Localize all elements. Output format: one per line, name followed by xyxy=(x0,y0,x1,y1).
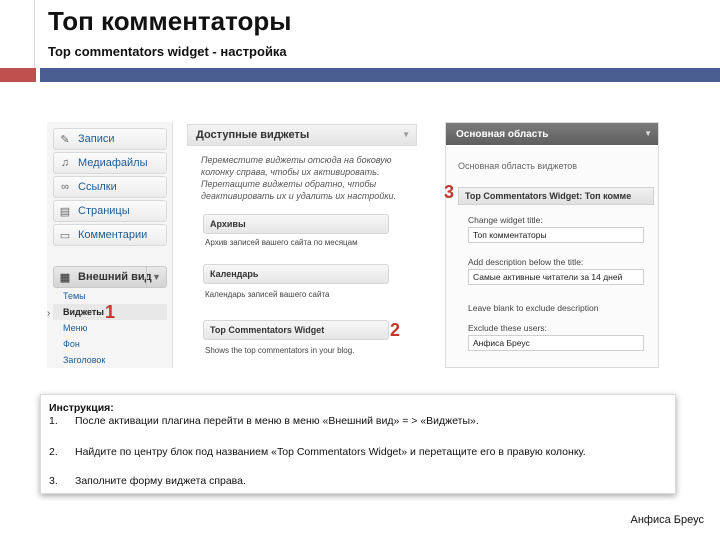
main-sidebar-panel xyxy=(445,122,659,368)
menu-item-label: Внешний вид xyxy=(78,271,152,283)
step-number: 1. xyxy=(49,415,58,427)
chevron-down-icon[interactable]: ▼ xyxy=(146,267,166,287)
description-field-label: Add description below the title: xyxy=(468,257,584,267)
widget-form-header[interactable]: Top Commentators Widget: Топ комме xyxy=(458,187,654,205)
slide-subtitle: Top commentators widget - настройка xyxy=(48,44,287,59)
exclude-users-input[interactable]: Анфиса Бреус xyxy=(468,335,644,351)
header-accent-square xyxy=(0,68,36,82)
submenu-item-menus[interactable]: Меню xyxy=(63,323,88,333)
title-field-label: Change widget title: xyxy=(468,215,543,225)
instruction-step xyxy=(49,475,246,487)
menu-item-comments[interactable] xyxy=(53,224,167,246)
widget-archives[interactable] xyxy=(203,214,389,234)
available-widgets-header[interactable] xyxy=(187,124,417,146)
menu-item-label: Записи xyxy=(78,133,115,145)
menu-item-posts[interactable] xyxy=(53,128,167,150)
menu-item-media[interactable] xyxy=(53,152,167,174)
menu-item-label: Комментарии xyxy=(78,229,148,241)
widget-top-commentators[interactable] xyxy=(203,320,389,340)
pages-icon: ▤ xyxy=(59,205,71,218)
link-icon: ∞ xyxy=(61,181,69,193)
widget-title: Календарь xyxy=(210,269,259,279)
chevron-down-icon[interactable]: ▼ xyxy=(644,129,652,138)
submenu-item-themes[interactable]: Темы xyxy=(63,291,86,301)
widget-title: Архивы xyxy=(210,219,246,229)
step-text: Заполните форму виджета справа. xyxy=(75,475,246,487)
chevron-down-icon[interactable]: ▼ xyxy=(402,130,410,139)
widget-title: Top Commentators Widget xyxy=(210,325,325,335)
main-sidebar-title: Основная область xyxy=(456,128,549,140)
menu-item-label: Страницы xyxy=(78,205,130,217)
instructions-box xyxy=(40,394,676,494)
widget-description: Календарь записей вашего сайта xyxy=(205,290,330,299)
step-marker-1: 1 xyxy=(105,302,116,322)
menu-item-label: Медиафайлы xyxy=(78,157,148,169)
widget-calendar[interactable] xyxy=(203,264,389,284)
exclude-field-label: Exclude these users: xyxy=(468,323,547,333)
instruction-step xyxy=(49,415,479,427)
step-marker-2: 2 xyxy=(390,320,401,340)
available-widgets-title: Доступные виджеты xyxy=(196,129,310,141)
widget-description-input[interactable]: Самые активные читатели за 14 дней xyxy=(468,269,644,285)
menu-item-pages[interactable] xyxy=(53,200,167,222)
instructions-title: Инструкция: xyxy=(49,402,114,414)
author-name: Анфиса Бреус xyxy=(630,514,704,526)
step-text: После активации плагина перейти в меню в меню «Внешний вид» = > «Виджеты». xyxy=(75,415,479,427)
menu-item-label: Ссылки xyxy=(78,181,117,193)
available-widgets-panel xyxy=(187,122,417,368)
main-sidebar-description: Основная область виджетов xyxy=(458,161,578,171)
widgets-screenshot xyxy=(47,122,659,368)
menu-item-appearance[interactable] xyxy=(53,266,167,288)
step-number: 2. xyxy=(49,446,58,458)
available-widgets-description: Переместите виджеты отсюда на боковую колонку справа, чтобы их активировать. Перетащите виджеты обратно, чтобы деактивировать их и удалить их настройки. xyxy=(201,155,397,201)
submenu-item-header[interactable]: Заголовок xyxy=(63,355,106,365)
media-icon: ♫ xyxy=(60,157,70,169)
header-bar xyxy=(40,68,720,82)
widget-title-input[interactable]: Топ комментаторы xyxy=(468,227,644,243)
submenu-item-widgets[interactable]: Виджеты xyxy=(53,304,167,320)
description-hint: Leave blank to exclude description xyxy=(468,303,599,313)
appearance-icon: ▦ xyxy=(59,271,71,284)
step-text: Найдите по центру блок под названием «Top Commentators Widget» и перетащите его в правую колонку. xyxy=(75,446,586,458)
admin-menu xyxy=(47,122,173,368)
slide-side-line xyxy=(34,0,35,68)
submenu-item-background[interactable]: Фон xyxy=(63,339,80,349)
pin-icon: ✎ xyxy=(60,133,70,146)
menu-item-links[interactable] xyxy=(53,176,167,198)
instruction-step xyxy=(49,446,586,458)
comments-icon: ▭ xyxy=(59,229,71,242)
step-marker-3: 3 xyxy=(444,182,455,202)
current-arrow-icon: › xyxy=(47,308,51,319)
step-number: 3. xyxy=(49,475,58,487)
widget-description: Архив записей вашего сайта по месяцам xyxy=(205,238,358,247)
main-sidebar-header[interactable] xyxy=(446,123,658,145)
widget-description: Shows the top commentators in your blog. xyxy=(205,346,355,355)
slide-title: Топ комментаторы xyxy=(48,6,292,36)
